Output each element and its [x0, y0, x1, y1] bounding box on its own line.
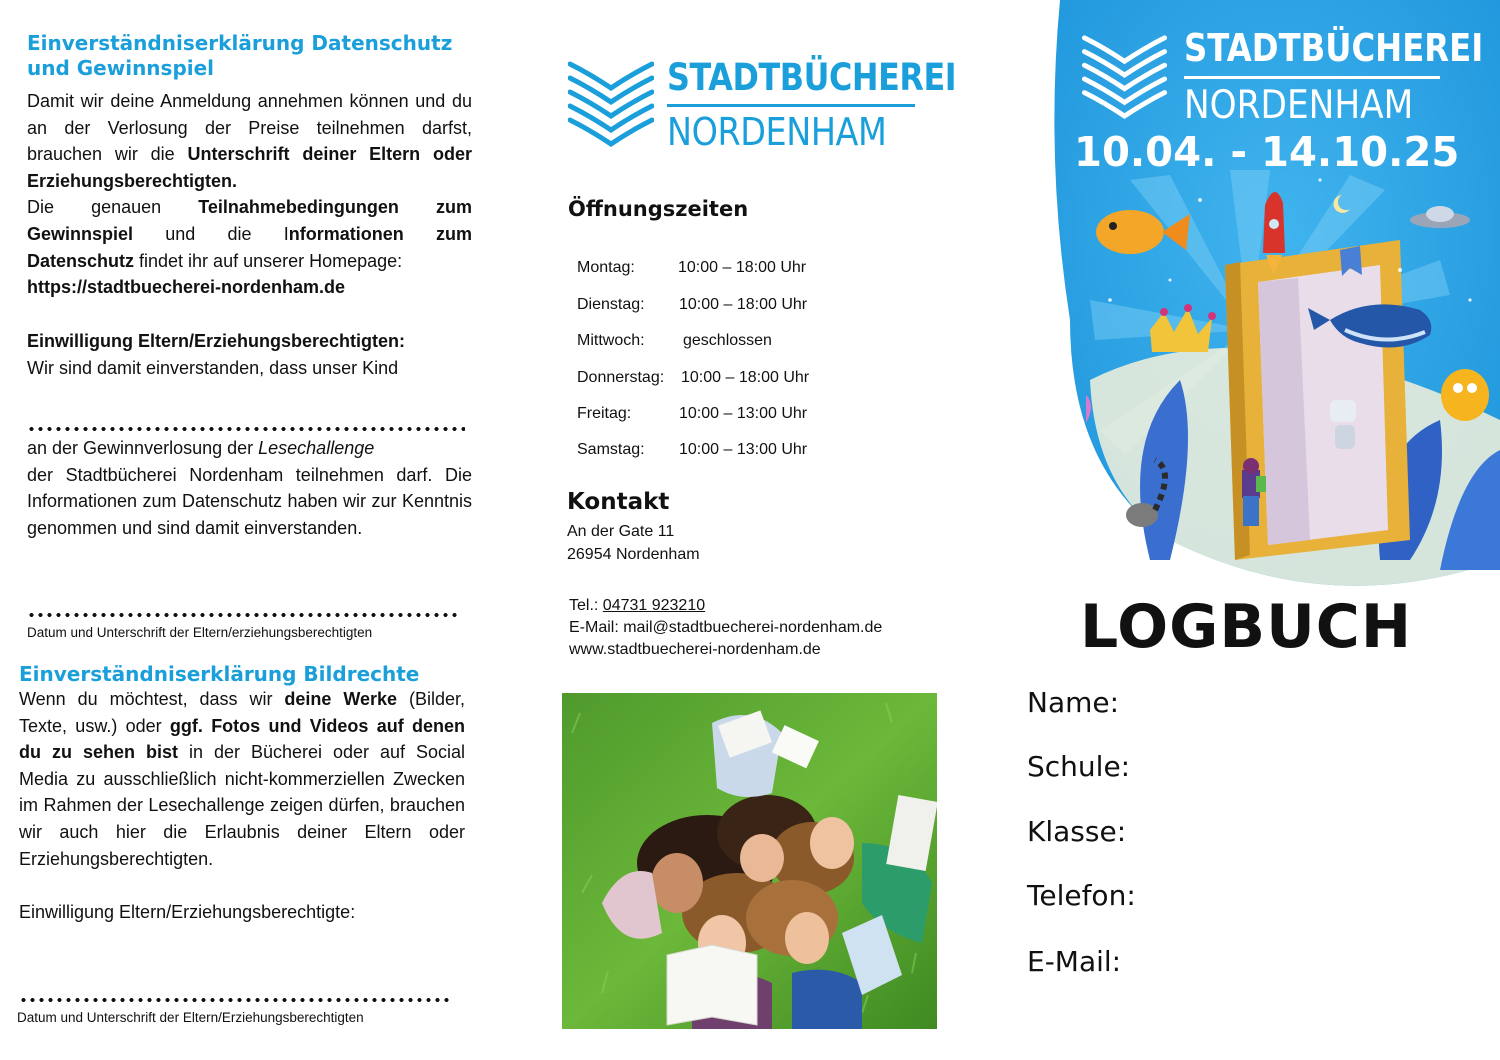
- consent-after-paragraph: [27, 435, 472, 541]
- hours-time: 10:00 – 18:00 Uhr: [679, 296, 808, 313]
- info-panel: [500, 0, 1000, 1060]
- hours-title: Öffnungszeiten: [568, 197, 749, 221]
- phone-field-label[interactable]: Telefon:: [1027, 879, 1136, 912]
- cover-book-logo-icon: [1082, 32, 1167, 120]
- phone-line: [569, 595, 705, 618]
- datenschutz-heading: [27, 31, 452, 81]
- hours-day: Donnerstag:: [577, 369, 665, 386]
- consent-paragraph: [27, 328, 472, 381]
- phone-link[interactable]: 04731 923210: [602, 597, 706, 614]
- phone-label: Tel.:: [569, 597, 603, 614]
- hours-day: Samstag:: [577, 441, 645, 458]
- child-name-line[interactable]: [27, 426, 465, 432]
- homepage-link[interactable]: https://stadtbuecherei-nordenham.de: [27, 277, 346, 298]
- bild-bold-b: deine Werke: [284, 689, 398, 709]
- cover-logo-stadtbuecherei: STADTBÜCHEREI: [1184, 26, 1484, 70]
- bildrechte-heading: Einverständniserklärung Bildrechte: [19, 662, 420, 686]
- signature-caption-2: Datum und Unterschrift der Eltern/Erziehungsberechtigten: [17, 1010, 364, 1025]
- cond-text-e: findet ihr auf unserer Homepage:: [134, 250, 403, 271]
- address-line-2: 26954 Nordenham: [567, 546, 700, 563]
- bild-consent-label: Einwilligung Eltern/Erziehungsberechtigte:: [19, 902, 356, 922]
- signature-line-2[interactable]: [19, 997, 453, 1003]
- open-book-logo-icon: [568, 58, 654, 148]
- consent-panel: [0, 0, 500, 1060]
- bildrechte-paragraph: [19, 686, 465, 872]
- school-field-label[interactable]: Schule:: [1027, 750, 1131, 783]
- library-logo: [568, 56, 957, 158]
- class-field-label[interactable]: Klasse:: [1027, 815, 1127, 848]
- signature-line-1[interactable]: [27, 612, 459, 618]
- cover-logo-divider: [1184, 76, 1440, 79]
- bild-bold-d: ggf. Fotos und Videos auf denen du zu sehen bist: [19, 715, 465, 763]
- hours-day: Freitag:: [577, 405, 632, 422]
- hours-day: Montag:: [577, 259, 635, 276]
- intro-bold: Unterschrift deiner Eltern oder Erziehungsberechtigten.: [27, 144, 472, 191]
- datenschutz-heading-line1: Einverständniserklärung Datenschutz: [27, 31, 453, 55]
- bild-text-a: Wenn du möchtest, dass wir: [19, 689, 285, 709]
- consent-after-text-a: an der Gewinnverlosung der: [27, 438, 259, 458]
- cover-logo-nordenham: NORDENHAM: [1184, 83, 1414, 128]
- challenge-dates: 10.04. - 14.10.25: [1074, 128, 1460, 176]
- cover-panel: [1000, 0, 1500, 1060]
- bild-text-e: in der Bücherei oder auf Social Media zu ausschließlich nicht-kommerziellen Zwecken im Rahmen der Lesechallenge zeigen dürfen, brauchen wir auch hier die Erlaubnis deiner Eltern oder Erziehungsberechtigten.: [19, 742, 466, 869]
- email-line[interactable]: E-Mail: mail@stadtbuecherei-nordenham.de: [569, 619, 883, 636]
- hours-time: 10:00 – 13:00 Uhr: [679, 441, 808, 458]
- bild-text-c: (Bilder, Texte, usw.) oder: [19, 689, 466, 736]
- lesechallenge-italic: Lesechallenge: [258, 438, 375, 458]
- consent-text: Wir sind damit einverstanden, dass unser Kind: [27, 357, 399, 378]
- logo-divider: [667, 104, 915, 107]
- consent-heading: Einwilligung Eltern/Erziehungsberechtigten:: [27, 331, 406, 351]
- cond-text-c: und die I: [133, 223, 289, 244]
- intro-paragraph: [27, 88, 472, 301]
- signature-caption-1: Datum und Unterschrift der Eltern/erziehungsberechtigten: [27, 625, 373, 640]
- hours-day: Mittwoch:: [577, 332, 645, 349]
- email-field-label[interactable]: E-Mail:: [1027, 945, 1122, 978]
- address-line-1: An der Gate 11: [567, 523, 675, 540]
- intro-text: Damit wir deine Anmeldung annehmen können und du an der Verlosung der Preise teilnehmen darfst, brauchen wir die: [27, 91, 472, 165]
- datenschutz-heading-line2: und Gewinnspiel: [27, 56, 215, 80]
- website-line[interactable]: www.stadtbuecherei-nordenham.de: [569, 641, 821, 658]
- cond-text-a: Die genauen: [27, 197, 199, 218]
- hours-time: 10:00 – 18:00 Uhr: [678, 259, 807, 276]
- children-reading-photo: [562, 693, 937, 1029]
- logo-nordenham: NORDENHAM: [667, 110, 887, 154]
- hours-time: 10:00 – 13:00 Uhr: [679, 405, 808, 422]
- logo-stadtbuecherei: STADTBÜCHEREI: [667, 56, 957, 99]
- cond-bold-b: Teilnahmebedingungen zum Gewinnspiel: [27, 197, 472, 244]
- cond-bold-d: nformationen zum Datenschutz: [27, 223, 473, 271]
- hours-time: geschlossen: [683, 332, 772, 349]
- hours-day: Dienstag:: [577, 296, 645, 313]
- logbuch-title: LOGBUCH: [1080, 592, 1413, 662]
- contact-title: Kontakt: [567, 489, 670, 515]
- hours-time: 10:00 – 18:00 Uhr: [681, 369, 810, 386]
- name-field-label[interactable]: Name:: [1027, 686, 1120, 719]
- consent-after-text-b: der Stadtbücherei Nordenham teilnehmen darf. Die Informationen zum Datenschutz haben wir zur Kenntnis genommen und sind damit einverstanden.: [27, 464, 472, 538]
